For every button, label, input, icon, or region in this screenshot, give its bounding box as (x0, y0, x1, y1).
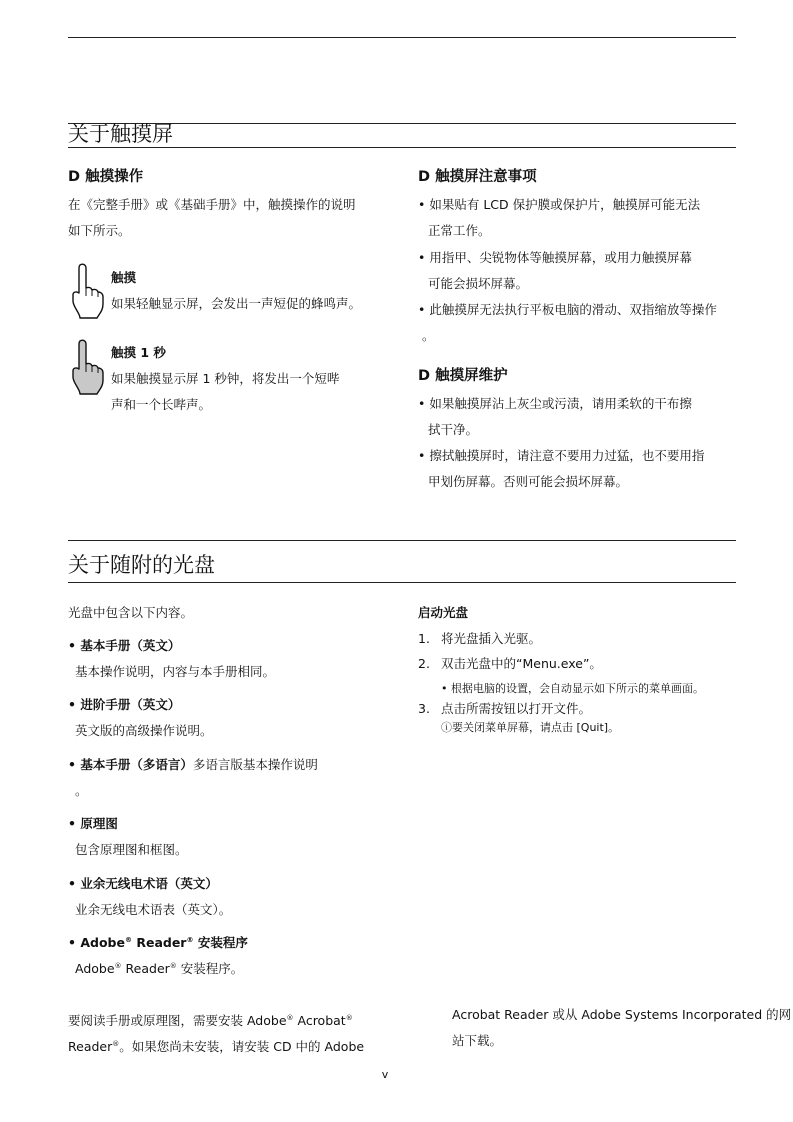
maintenance-item1-line1: • 如果触摸屏沾上灰尘或污渍，请用柔软的干布擦 (418, 396, 692, 411)
footer-paragraph-right-line1: Acrobat Reader 或从 Adobe Systems Incorporated 的网 (452, 1007, 792, 1022)
launch-step2-number: 2. (418, 656, 430, 671)
section-rule-top (68, 540, 736, 541)
section-title-touch: 关于触摸屏 (68, 122, 173, 146)
maintenance-item2-line2: 甲划伤屏幕。否则可能会损坏屏幕。 (428, 474, 629, 489)
finger-hold-icon (70, 338, 106, 396)
cd-item-basic-manual-title: • 基本手册（英文） (68, 638, 181, 653)
page-number: v (381, 1068, 389, 1081)
cd-item-ham-glossary-title: • 业余无线电术语（英文） (68, 876, 218, 891)
touch-notes-heading: D 触摸屏注意事项 (418, 169, 537, 185)
top-rule (68, 37, 736, 38)
cd-item-advanced-manual-desc: 英文版的高级操作说明。 (75, 723, 213, 738)
reader-desc-part: Reader (125, 961, 170, 976)
launch-step2-text: 双击光盘中的“Menu.exe”。 (441, 656, 602, 671)
notes-item3-line2: 。 (422, 328, 435, 343)
registered-mark: ® (124, 936, 132, 944)
maintenance-item2-line1: • 擦拭触摸屏时，请注意不要用力过猛，也不要用指 (418, 448, 705, 463)
notes-item1-line1: • 如果贴有 LCD 保护膜或保护片，触摸屏可能无法 (418, 197, 701, 212)
finger-tap-icon (70, 262, 106, 320)
notes-item1-line2: 正常工作。 (428, 223, 491, 238)
touch-operation-heading: D 触摸操作 (68, 169, 144, 185)
registered-mark: ® (286, 1014, 294, 1022)
cd-item-basic-manual-desc: 基本操作说明，内容与本手册相同。 (75, 664, 276, 679)
reader-title-part: Reader (136, 935, 187, 950)
cd-item-ham-glossary-desc: 业余无线电术语表（英文）。 (75, 902, 232, 917)
hold-title: 触摸 1 秒 (111, 345, 166, 360)
notes-item3-line1: • 此触摸屏无法执行平板电脑的滑动、双指缩放等操作 (418, 302, 717, 317)
registered-mark: ® (114, 962, 122, 970)
touch-maintenance-heading: D 触摸屏维护 (418, 368, 508, 384)
footer-left-text: 要阅读手册或原理图，需要安装 Adobe (68, 1013, 287, 1028)
launch-step3-note: ⓘ要关闭菜单屏幕，请点击 [Quit]。 (441, 721, 620, 734)
installer-desc-part: 安装程序。 (180, 961, 244, 976)
registered-mark: ® (112, 1040, 120, 1048)
launch-step1-text: 将光盘插入光驱。 (441, 631, 542, 646)
adobe-title-part: • Adobe (68, 935, 125, 950)
cd-item-adobe-title (68, 930, 248, 956)
cd-item-schematic-desc: 包含原理图和框图。 (75, 842, 188, 857)
registered-mark: ® (345, 1014, 353, 1022)
footer-left-text-2: 。如果您尚未安装，请安装 CD 中的 Adobe (119, 1039, 365, 1054)
notes-item2-line1: • 用指甲、尖锐物体等触摸屏幕，或用力触摸屏幕 (418, 250, 692, 265)
launch-step3-text: 点击所需按钮以打开文件。 (441, 701, 592, 716)
cd-item-multilang-title: • 基本手册（多语言） (68, 757, 193, 772)
maintenance-item1-line2: 拭干净。 (428, 422, 479, 437)
footer-paragraph-right-line2: 站下载。 (452, 1033, 503, 1048)
launch-step2-note: • 根据电脑的设置，会自动显示如下所示的菜单画面。 (441, 682, 704, 695)
launch-cd-heading: 启动光盘 (418, 605, 469, 620)
cd-item-multilang-desc: 多语言版基本操作说明 (192, 757, 318, 772)
touch-operation-intro-line1: 在《完整手册》或《基础手册》中，触摸操作的说明 (68, 197, 356, 212)
registered-mark: ® (186, 936, 194, 944)
launch-step3-number: 3. (418, 701, 430, 716)
footer-paragraph-left-line2 (68, 1034, 364, 1060)
tap-title: 触摸 (111, 270, 137, 285)
section-rule-bottom (68, 147, 736, 148)
cd-item-advanced-manual-title: • 进阶手册（英文） (68, 697, 181, 712)
installer-title-part: 安装程序 (197, 935, 248, 950)
cd-item-adobe-desc (75, 956, 243, 982)
hold-desc-line2: 声和一个长哔声。 (111, 397, 212, 412)
footer-paragraph-left-line1 (68, 1008, 353, 1034)
footer-left-reader: Reader (68, 1039, 113, 1054)
registered-mark: ® (169, 962, 177, 970)
cd-intro: 光盘中包含以下内容。 (68, 605, 194, 620)
section-title-cd: 关于随附的光盘 (68, 553, 215, 577)
cd-item-multilang-desc-2: 。 (75, 783, 88, 798)
adobe-desc-part: Adobe (75, 961, 115, 976)
footer-left-acrobat: Acrobat (293, 1013, 346, 1028)
launch-step1-number: 1. (418, 631, 430, 646)
tap-desc: 如果轻触显示屏，会发出一声短促的蜂鸣声。 (111, 296, 362, 311)
hold-desc-line1: 如果触摸显示屏 1 秒钟，将发出一个短哔 (111, 371, 340, 386)
notes-item2-line2: 可能会损坏屏幕。 (428, 276, 529, 291)
cd-item-multilang-line (68, 752, 318, 778)
cd-item-schematic-title: • 原理图 (68, 816, 118, 831)
section-rule-bottom (68, 582, 736, 583)
touch-operation-intro-line2: 如下所示。 (68, 223, 131, 238)
